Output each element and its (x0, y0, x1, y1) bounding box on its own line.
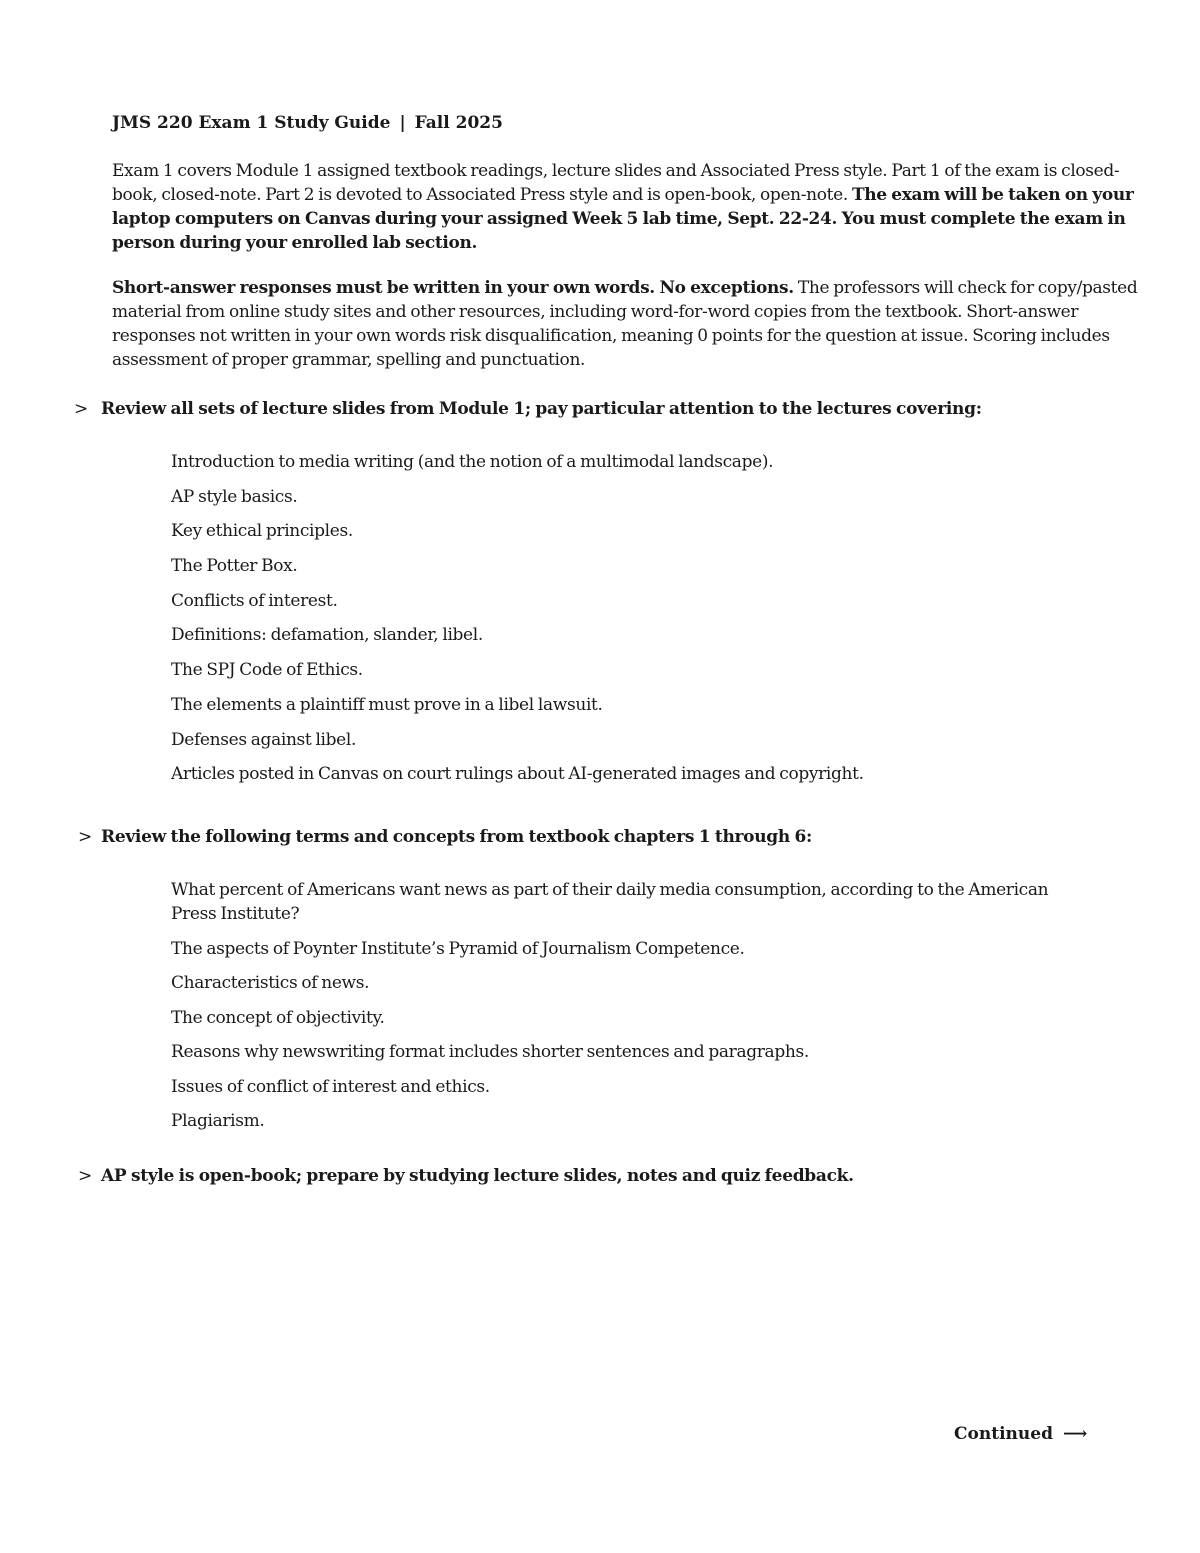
list-item: What percent of Americans want news as part of their daily media consumption, according to the American Press Institute? (171, 880, 1049, 924)
chevron-right-icon: > (78, 1166, 92, 1186)
list-item: The Potter Box. (171, 556, 298, 577)
section-heading-lecture-slides (74, 397, 982, 421)
warning-bold-text: Short-answer responses must be written in your own words. No exceptions. (112, 278, 794, 298)
list-item: The elements a plaintiff must prove in a libel lawsuit. (171, 694, 603, 715)
warning-text: The professors will check for copy/pasted material from online study sites and other resources, including word-for-word copies from the textbook. Short-answer responses not written in your own words risk disqualification, meaning 0 points for the question at issue. Scoring includes assessment of proper grammar, spelling and punctuation. (112, 278, 1138, 370)
lecture-topics-list (171, 450, 1071, 797)
section-heading-text: AP style is open-book; prepare by studying lecture slides, notes and quiz feedback. (101, 1166, 854, 1186)
list-item: The aspects of Poynter Institute’s Pyramid of Journalism Competence. (171, 938, 745, 959)
list-item: Reasons why newswriting format includes shorter sentences and paragraphs. (171, 1042, 809, 1062)
chevron-right-icon: > (78, 827, 92, 847)
list-item: Characteristics of news. (171, 973, 370, 993)
list-item: Conflicts of interest. (171, 590, 338, 611)
course-exam-title: JMS 220 Exam 1 Study Guide (112, 113, 391, 133)
section-heading-ap-style (78, 1164, 854, 1188)
page-title (112, 111, 503, 135)
section-heading-text: Review the following terms and concepts from textbook chapters 1 through 6: (101, 827, 813, 847)
list-item: Key ethical principles. (171, 521, 353, 542)
continued-indicator (954, 1422, 1087, 1446)
short-answer-warning-paragraph (112, 276, 1157, 372)
list-item: Plagiarism. (171, 1111, 265, 1131)
continued-label: Continued (954, 1424, 1053, 1444)
arrow-right-icon: ⟶ (1062, 1424, 1088, 1444)
list-item: Introduction to media writing (and the notion of a multimodal landscape). (171, 452, 774, 472)
intro-text: Exam 1 covers Module 1 assigned textbook readings, lecture slides and Associated Press style. Part 1 of the exam is closed-book, closed-note. Part 2 is devoted to Associated Press style and is open-book, open-note. (112, 161, 1120, 205)
intro-bold-text: The exam will be taken on your laptop computers on Canvas during your assigned Week 5 lab time, Sept. 22-24. You must complete the exam in person during your enrolled lab section. (112, 185, 1134, 253)
section-heading-text: Review all sets of lecture slides from Module 1; pay particular attention to the lectures covering: (101, 399, 982, 419)
list-item: Definitions: defamation, slander, libel. (171, 625, 483, 646)
term-label: Fall 2025 (414, 113, 503, 133)
list-item: Articles posted in Canvas on court rulings about AI-generated images and copyright. (171, 764, 864, 785)
list-item: The SPJ Code of Ethics. (171, 660, 363, 681)
list-item: Issues of conflict of interest and ethics. (171, 1076, 490, 1097)
title-separator: | (399, 113, 406, 133)
textbook-concepts-list (171, 878, 1071, 1144)
list-item: The concept of objectivity. (171, 1007, 385, 1028)
section-heading-textbook-terms (78, 825, 812, 849)
exam-intro-paragraph (112, 159, 1152, 255)
list-item: AP style basics. (171, 486, 298, 507)
chevron-right-icon: > (74, 399, 88, 419)
list-item: Defenses against libel. (171, 729, 357, 750)
